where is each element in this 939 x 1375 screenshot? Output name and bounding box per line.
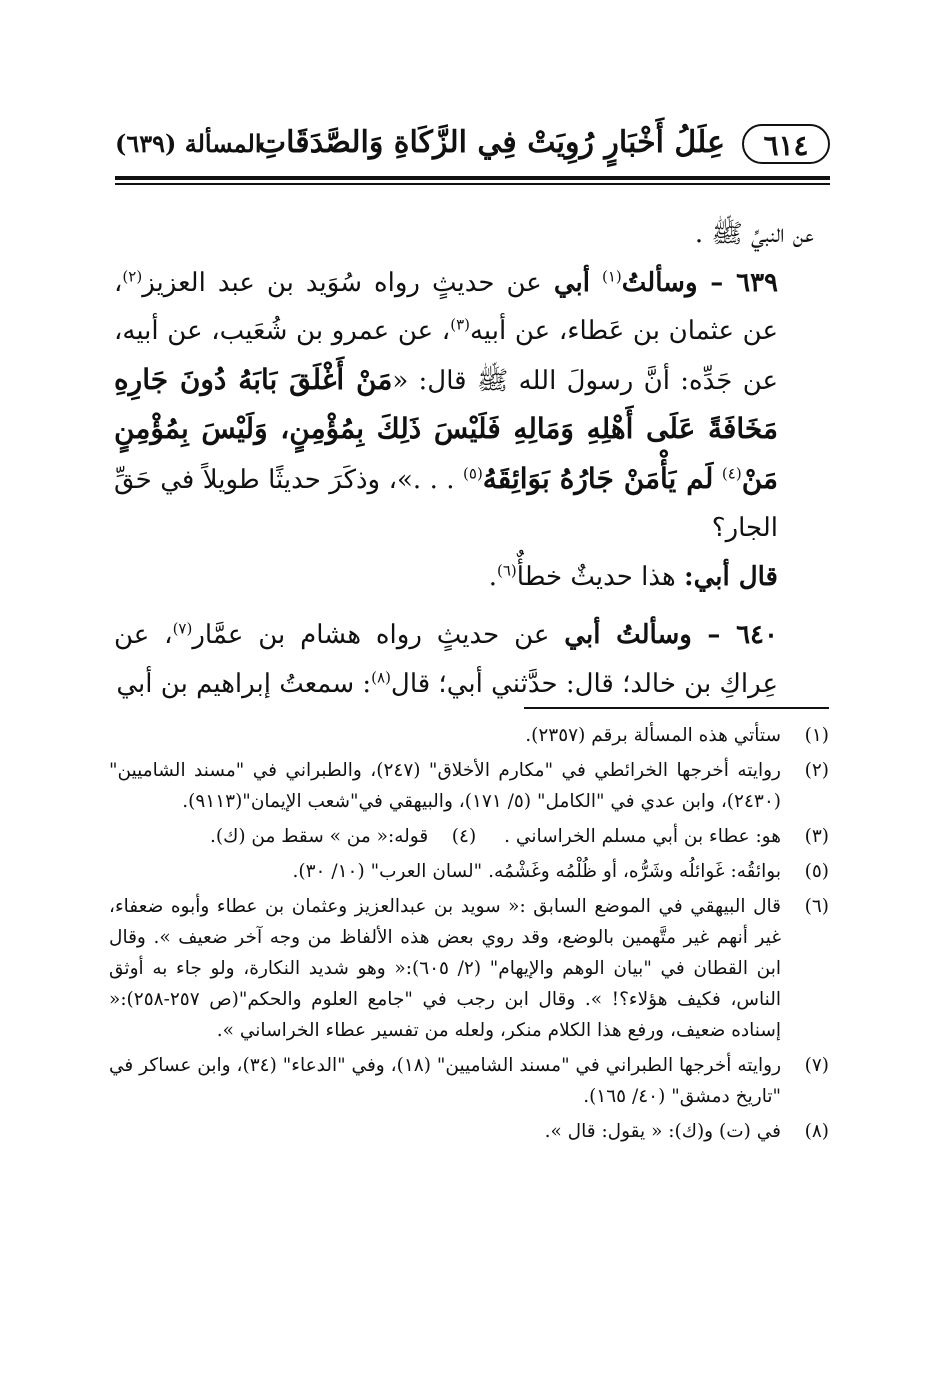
intro-line: عن النبيِّ ﷺ . xyxy=(694,219,814,249)
entry-639-number: ٦٣٩ – وسألتُ xyxy=(621,267,779,298)
footnote-number: (٥) xyxy=(804,861,829,882)
entry-640-text-a: عن حديثٍ رواه هشام بن عمَّار xyxy=(192,620,550,650)
footnote-number: (٨) xyxy=(804,1121,829,1142)
footnote-number: (٦) xyxy=(804,896,829,917)
footnote-8 xyxy=(109,1116,829,1147)
answer-639 xyxy=(114,553,814,602)
footnote-pair-3-4 xyxy=(109,821,829,852)
footnote-text: ستأتي هذه المسألة برقم (٢٣٥٧). xyxy=(525,725,781,746)
header-rule-thick xyxy=(115,176,830,180)
book-title: عِلَلُ أَخْبَارٍ رُوِيَتْ فِي الزَّكَاةِ وَالصَّدَقَاتِ xyxy=(257,125,725,160)
hadith-text-b: لَم يَأْمَنْ جَارُهُ بَوَائِقَهُ xyxy=(482,461,714,495)
answer-label: قال أبي: xyxy=(683,561,778,592)
issue-label: المسألة (٦٣٩) xyxy=(115,129,262,158)
entry-639-text-a: عن حديثٍ رواه سُوَيد بن عبد العزيز xyxy=(142,267,542,298)
footnote-text: قوله:« من » سقط من (ك). xyxy=(209,826,429,847)
footnote-ref-3[interactable]: (٣) xyxy=(450,315,470,334)
entry-639-text-c: ، عن عمرو بن شُعَيب، عن أبيه، عن جَدِّه: أنَّ رسولَ الله ﷺ قال: « xyxy=(114,316,778,396)
footnote-ref-8[interactable]: (٨) xyxy=(371,667,391,686)
main-text xyxy=(114,210,814,708)
footnote-ref-6[interactable]: (٦) xyxy=(497,560,517,579)
entry-640-number: ٦٤٠ – وسألتُ أبي xyxy=(564,620,778,650)
footnote-text: روايته أخرجها الخرائطي في "مكارم الأخلاق" (٢٤٧)، والطبراني في "مسند الشاميين" (٢٤٣٠)، وابن عدي في "الكامل" (٥/ ١٧١)، والبيهقي في"شعب الإيمان"(٩١١٣). xyxy=(109,760,781,812)
page-number: ٦١٤ xyxy=(742,124,830,164)
entry-640-text-b: ، عن عِراكِ بن خالد؛ قال: حدَّثني أبي؛ قال xyxy=(114,620,778,699)
entry-639-text-b: ، عن عثمان بن عَطاء، عن أبيه xyxy=(114,267,778,346)
entry-640 xyxy=(114,611,814,708)
entry-639-text-d: . . .»، وذكَرَ حديثًا طويلاً في حَقِّ الجار؟ xyxy=(114,464,778,543)
footnote-4 xyxy=(210,821,476,852)
footnote-ref-7[interactable]: (٧) xyxy=(172,619,193,638)
footnote-5 xyxy=(109,856,829,887)
header-rule-thin xyxy=(115,183,830,185)
footnote-7 xyxy=(109,1050,829,1112)
entry-640-text-c: : سمعتُ إبراهيم بن أبي xyxy=(116,668,372,699)
footnote-1 xyxy=(109,720,829,751)
answer-text: هذا حديثٌ خطأٌ xyxy=(516,561,676,592)
footnote-2 xyxy=(109,755,829,817)
footnote-separator xyxy=(524,707,829,709)
footnote-number: (٢) xyxy=(804,760,829,781)
footnote-number: (٤) xyxy=(451,826,477,847)
entry-639 xyxy=(114,259,814,553)
footnote-ref-4[interactable]: (٤) xyxy=(721,463,742,482)
footnote-text: روايته أخرجها الطبراني في "مسند الشاميين" (١٨)، وفي "الدعاء" (٣٤)، وابن عساكر في "تاريخ دمشق" (٤٠/ ١٦٥). xyxy=(109,1055,782,1107)
footnote-ref-1[interactable]: (١) xyxy=(602,266,622,285)
footnote-text: في (ت) و(ك): « يقول: قال ». xyxy=(544,1121,781,1142)
footnote-text: هو: عطاء بن أبي مسلم الخراساني . xyxy=(504,826,781,847)
entry-639-father: أبي xyxy=(553,267,590,298)
footnotes xyxy=(109,720,829,1151)
footnote-text: قال البيهقي في الموضع السابق :« سويد بن عبدالعزيز وعثمان بن عطاء وأبوه ضعفاء، غير أنهم غير متَّهمين بالوضع، وقد روي بعض هذه الألفاظ من وجه آخر ضعيف ». وقال ابن القطان في "بيان الوهم والإيهام" (٢/ ٦٠٥):« وهو شديد النكارة، ولو جاء به أوثق الناس، فكيف هؤلاء؟! ». وقال ابن رجب في "جامع العلوم والحكم"(ص ٢٥٧-٢٥٨):« إسناده ضعيف، ورفع هذا الكلام منكر، ولعله من تفسير عطاء الخراساني ». xyxy=(109,896,781,1041)
footnote-number: (٧) xyxy=(804,1055,829,1076)
answer-end: . xyxy=(488,561,497,592)
footnote-number: (١) xyxy=(804,725,829,746)
footnote-ref-5[interactable]: (٥) xyxy=(463,463,483,482)
footnote-ref-2[interactable]: (٢) xyxy=(122,266,143,285)
footnote-number: (٣) xyxy=(804,826,829,847)
page-header xyxy=(115,120,830,178)
hadith-text-a: مَنْ أَغْلَقَ بَابَهُ دُونَ جَارِهِ مَخَافَةً عَلَى أَهْلِهِ وَمَالِهِ فَلَيْسَ ذَلِكَ بِمُؤْمِنٍ، وَلَيْسَ بِمُؤْمِنٍ مَنْ xyxy=(114,362,778,495)
footnote-6 xyxy=(109,891,829,1046)
footnote-text: بوائقُه: غَوائلُه وشَرُّه، أو ظُلْمُه وغَشْمُه. "لسان العرب" (١٠/ ٣٠). xyxy=(292,861,781,882)
footnote-3 xyxy=(504,821,829,852)
